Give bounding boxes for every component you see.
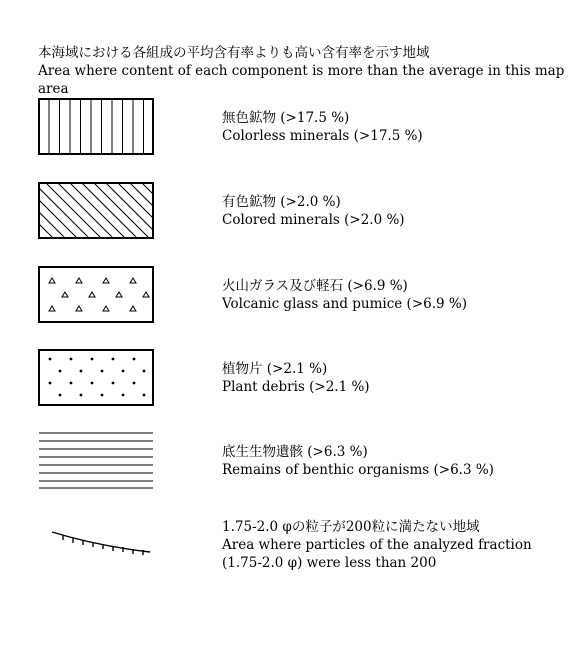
- diagonal-lines-pattern-icon: [38, 182, 154, 239]
- legend-label-ja: 有色鉱物 (>2.0 %): [222, 194, 341, 210]
- legend-label-en: Colorless minerals (>17.5 %): [222, 128, 423, 144]
- legend-label-en: Colored minerals (>2.0 %): [222, 212, 405, 228]
- horizontal-lines-pattern-icon: [38, 432, 154, 489]
- legend-label: [222, 360, 370, 396]
- legend-title-en: Area where content of each component is more than the average in this map area: [38, 63, 565, 97]
- legend-label-ja: 底生生物遺骸 (>6.3 %): [222, 444, 368, 460]
- triangles-pattern-icon: [38, 266, 154, 323]
- legend-label-en: Volcanic glass and pumice (>6.9 %): [222, 296, 467, 312]
- legend-header: [38, 44, 576, 98]
- legend-label-en: Plant debris (>2.1 %): [222, 379, 370, 395]
- legend-label-ja: 無色鉱物 (>17.5 %): [222, 110, 350, 126]
- legend-label-en-2: (1.75-2.0 φ) were less than 200: [222, 555, 437, 571]
- legend-label-en: Remains of benthic organisms (>6.3 %): [222, 462, 494, 478]
- legend-label: [222, 443, 494, 479]
- legend-label: [222, 109, 423, 145]
- legend-label: [222, 193, 405, 229]
- legend-title-ja: 本海域における各組成の平均含有率よりも高い含有率を示す地域: [38, 45, 430, 61]
- legend-label: [222, 277, 467, 313]
- legend-label-ja: 1.75-2.0 φの粒子が200粒に満たない地域: [222, 519, 480, 535]
- legend-label-en: Area where particles of the analyzed fraction: [222, 537, 532, 553]
- vertical-lines-pattern-icon: [38, 98, 154, 155]
- legend-label: [222, 518, 532, 572]
- legend-label-ja: 火山ガラス及び軽石 (>6.9 %): [222, 278, 408, 294]
- hachured-boundary-icon: [38, 512, 154, 562]
- dots-pattern-icon: [38, 349, 154, 406]
- legend-label-ja: 植物片 (>2.1 %): [222, 361, 328, 377]
